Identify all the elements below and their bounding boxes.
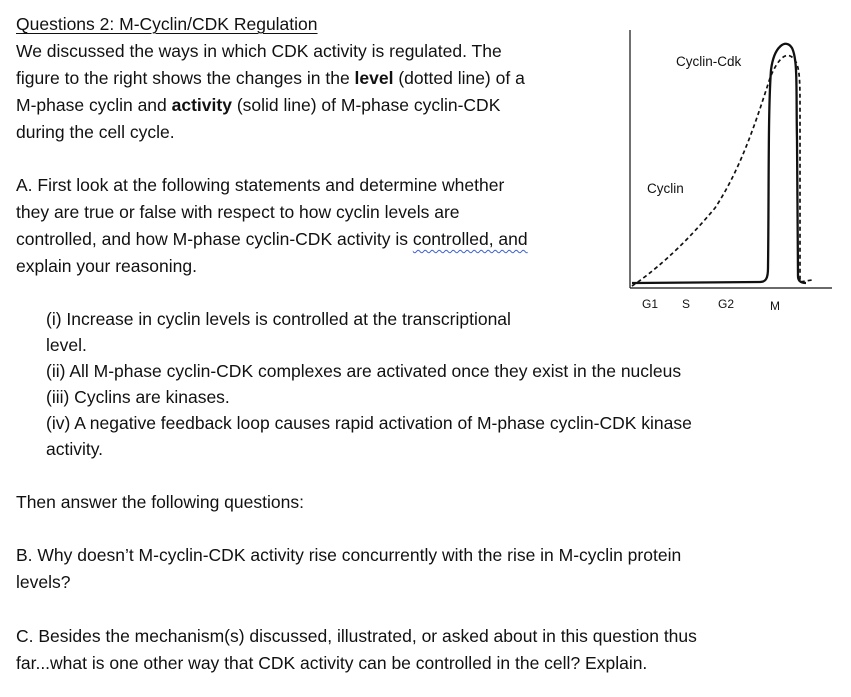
cyclin-cdk-label: Cyclin-Cdk (676, 54, 742, 69)
statement-i: (i) Increase in cyclin levels is controlled at the transcriptional (46, 309, 511, 329)
part-a-line-4: explain your reasoning. (16, 256, 197, 276)
part-c-line-1: C. Besides the mechanism(s) discussed, illustrated, or asked about in this question thus (16, 626, 697, 646)
part-b-line-1: B. Why doesn’t M-cyclin-CDK activity rise concurrently with the rise in M-cyclin protein (16, 545, 682, 565)
cyclin-level-line (632, 55, 812, 286)
part-a-line-1: A. First look at the following statements and determine whether (16, 175, 505, 195)
statement-iv-cont: activity. (46, 439, 104, 459)
spellcheck-underlined-text: controlled, and (412, 229, 528, 249)
part-c-line-2: far...what is one other way that CDK activity can be controlled in the cell? Explain. (16, 653, 648, 673)
statement-iv: (iv) A negative feedback loop causes rapid activation of M-phase cyclin-CDK kinase (46, 413, 692, 433)
tick-label-g2: G2 (718, 297, 735, 311)
intro-line-1: We discussed the ways in which CDK activity is regulated. The (16, 41, 502, 61)
intro-line-4: during the cell cycle. (16, 122, 175, 142)
intro-line-2: figure to the right shows the changes in the level (dotted line) of a (16, 68, 525, 88)
cyclin-cdk-activity-line (632, 44, 806, 283)
tick-label-m: M (770, 299, 780, 313)
level-emphasis: level (354, 68, 394, 88)
cyclin-cdk-figure (620, 30, 835, 320)
page-title: Questions 2: M-Cyclin/CDK Regulation (16, 14, 318, 34)
part-b-line-2: levels? (16, 572, 71, 592)
statement-iii: (iii) Cyclins are kinases. (46, 387, 230, 407)
statement-i-cont: level. (46, 335, 87, 355)
part-a-line-2: they are true or false with respect to how cyclin levels are (16, 202, 460, 222)
statement-ii: (ii) All M-phase cyclin-CDK complexes are activated once they exist in the nucleus (46, 361, 682, 381)
intro-line-3: M-phase cyclin and activity (solid line) of M-phase cyclin-CDK (16, 95, 501, 115)
cyclin-label: Cyclin (647, 181, 684, 196)
part-a-line-3: controlled, and how M-phase cyclin-CDK activity is controlled, and (16, 229, 528, 249)
tick-label-s: S (682, 297, 691, 311)
tick-label-g1: G1 (642, 297, 659, 311)
then-instruction: Then answer the following questions: (16, 492, 304, 512)
activity-emphasis: activity (171, 95, 232, 115)
